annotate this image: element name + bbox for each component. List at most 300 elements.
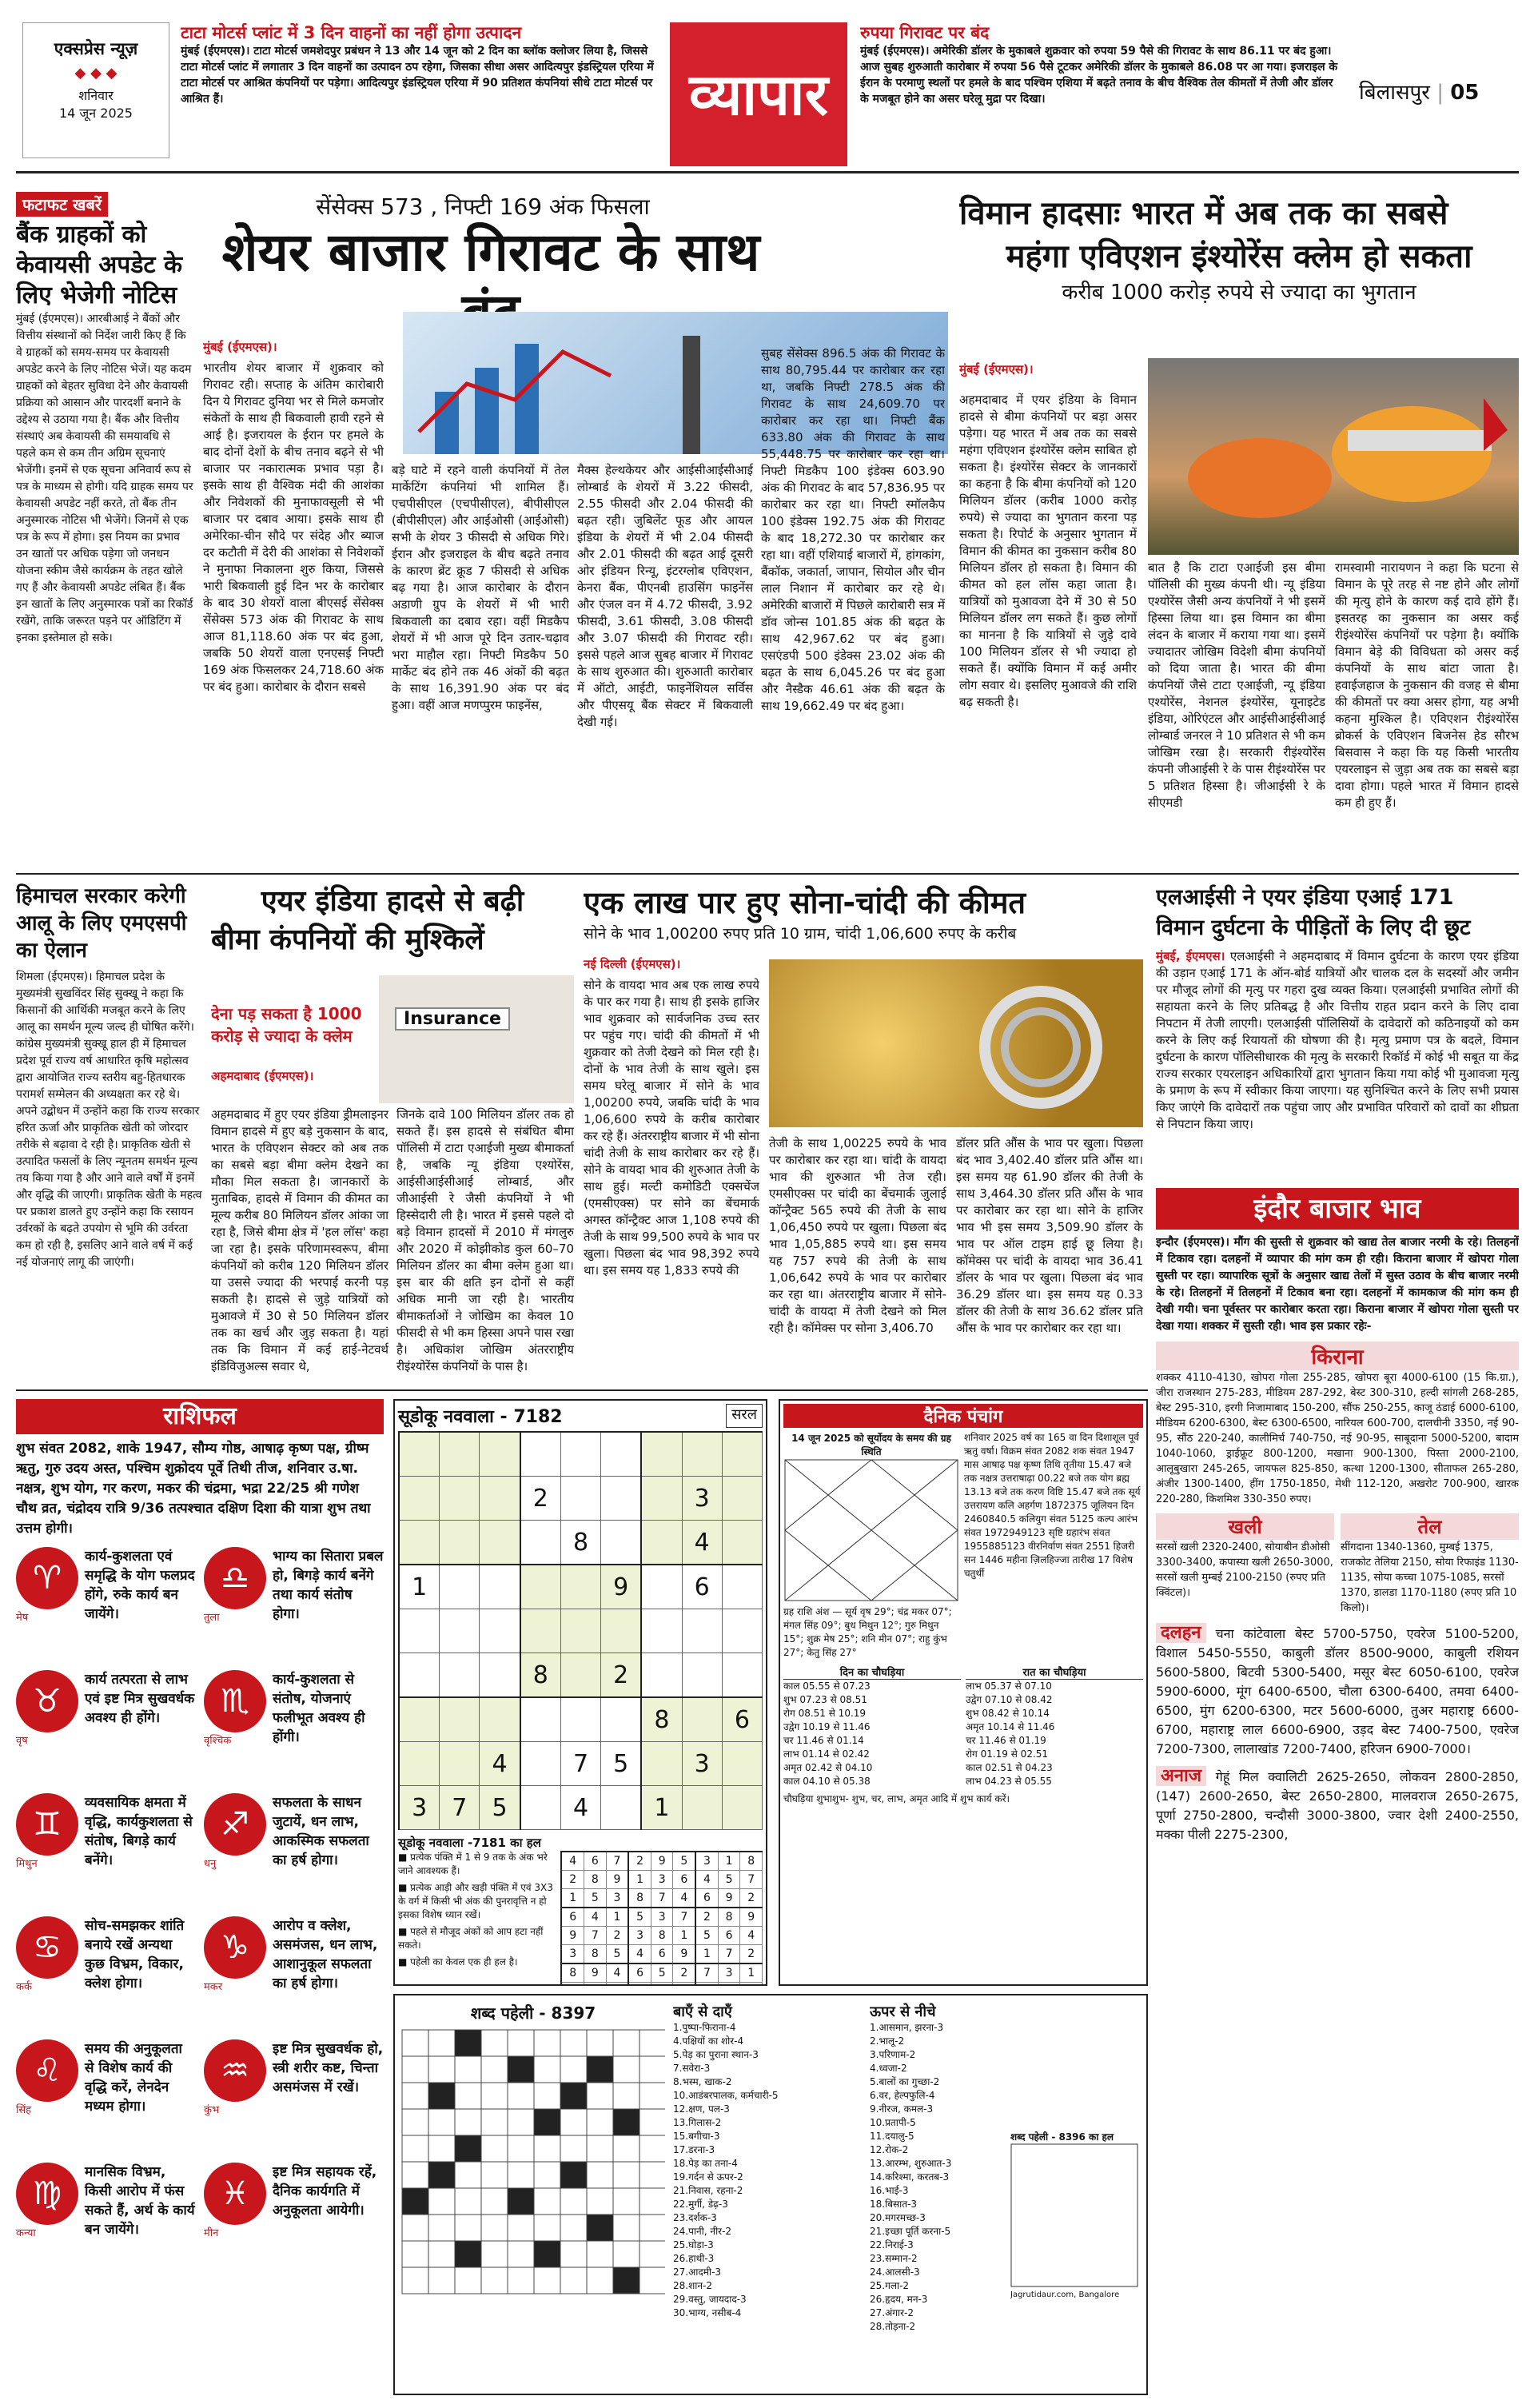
crossword-cell xyxy=(560,2162,587,2188)
rashi-item xyxy=(16,2163,196,2281)
crossword-cell[interactable] xyxy=(508,2162,534,2188)
crossword-cell[interactable] xyxy=(481,2056,508,2083)
crossword-grid[interactable] xyxy=(401,2023,665,2375)
aviation-story xyxy=(959,192,1519,868)
crossword-cell[interactable] xyxy=(428,2215,455,2241)
down-title: ऊपर से नीचे xyxy=(870,2003,936,2020)
crossword-cell[interactable] xyxy=(402,2135,428,2162)
sudoku-cell[interactable] xyxy=(399,1742,440,1786)
sudoku-cell[interactable] xyxy=(682,1697,722,1742)
sudoku-cell[interactable] xyxy=(399,1477,440,1521)
sudoku-cell[interactable] xyxy=(641,1653,682,1698)
crossword-cell[interactable] xyxy=(402,2056,428,2083)
down-clue: 1.आसमान, झरना-3 xyxy=(870,2022,944,2033)
crossword-cell[interactable] xyxy=(587,2241,613,2267)
crossword-cell[interactable] xyxy=(560,2188,587,2215)
crossword-cell[interactable] xyxy=(402,2162,428,2188)
sudoku-cell[interactable]: 1 xyxy=(641,1786,682,1830)
crossword-cell[interactable] xyxy=(428,2188,455,2215)
down-clue: 27.अंगार-2 xyxy=(870,2307,914,2318)
crossword-cell[interactable] xyxy=(508,2083,534,2109)
sudoku-cell[interactable] xyxy=(520,1786,561,1830)
rashi-name: तुला xyxy=(204,1612,220,1624)
sudoku-answer-cell: 3 xyxy=(651,1871,673,1889)
crossword-cell[interactable] xyxy=(508,2030,534,2056)
choghadiya-night xyxy=(966,1664,1143,1788)
across-clue: 28.शान-2 xyxy=(673,2280,712,2291)
rashi-text: भाग्य का सितारा प्रबल हो, बिगड़े कार्य बनेंगे तथा कार्य संतोष होगा। xyxy=(273,1549,384,1622)
choghadiya-day-row: काल 05.55 से 07.23 xyxy=(783,1680,871,1692)
choghadiya-day-row: चर 11.46 से 01.14 xyxy=(783,1735,864,1746)
sudoku-answer-cell: 8 xyxy=(628,1889,651,1908)
fatafat-tag: फटाफट खबरें xyxy=(16,192,108,217)
row-rule-2 xyxy=(16,1389,1148,1391)
sudoku-answer-cell: 4 xyxy=(695,1871,718,1889)
crossword-cell[interactable] xyxy=(613,2188,639,2215)
sudoku-cell[interactable] xyxy=(440,1609,480,1653)
crossword-answer xyxy=(1010,2130,1138,2370)
sensex-col-1: भारतीय शेयर बाजार में शुक्रवार को गिरावट रही। सप्ताह के अंतिम कारोबारी दिन ये गिरावट दुनिया भर से मिले कमजोर संकेतों के साथ ही बिकवाली हावी रहने से आई है। इजरायल के ईरान पर हमले के बाद दोनों देशों के बीच तनाव बढ़ने से भी बाजार पर नकारात्मक प्रभाव पड़ा है। इसके साथ ही वैश्विक मंदी की आशंका और निवेशकों की मुनाफावसूली से भी बाजार पर दबाव आया। इसके साथ ही अमेरिका-चीन सौदे पर संदेह और ब्याज दर कटौती में देरी की आशंका से निवेशकों ने मुनाफा निकालना शुरु किया, जिससे भारी बिकवाली हुई दिन भर के कारोबार के बाद 30 शेयरों वाला बीएसई सेंसेक्स सेंसेक्स 573 अंक की गिरावट के साथ आज 81,118.60 अंक पर बंद हुआ, जबकि 50 शेयरों वाला एनएसई निफ्टी 169 अंक फिसलकर 24,718.60 अंक पर बंद हुआ। कारोबार के दौरान सबसे xyxy=(203,361,384,694)
crossword-cell[interactable] xyxy=(428,2030,455,2056)
sudoku-cell[interactable]: 2 xyxy=(520,1477,561,1521)
sudoku-cell[interactable] xyxy=(480,1697,520,1742)
crossword-cell[interactable] xyxy=(639,2135,665,2162)
crossword-cell[interactable] xyxy=(428,2267,455,2294)
sudoku-cell[interactable] xyxy=(722,1786,762,1830)
crossword-cell[interactable] xyxy=(402,2083,428,2109)
sudoku-cell[interactable] xyxy=(480,1653,520,1698)
sudoku-cell[interactable] xyxy=(601,1477,642,1521)
crossword-cell[interactable] xyxy=(587,2135,613,2162)
down-clue: 28.तोड़ना-2 xyxy=(870,2321,916,2332)
panchang-title: दैनिक पंचांग xyxy=(783,1404,1143,1428)
anaj-label: अनाज xyxy=(1156,1766,1206,1786)
rashi-name: धनु xyxy=(204,1858,217,1870)
rashi-item xyxy=(204,1670,384,1788)
sudoku-cell[interactable] xyxy=(440,1477,480,1521)
lagna-chart xyxy=(783,1458,959,1602)
crash-photo xyxy=(1148,358,1519,555)
sudoku-cell[interactable] xyxy=(399,1653,440,1698)
down-clue: 24.आलसी-3 xyxy=(870,2266,920,2278)
airindia-col-2: जिनके दावे 100 मिलियन डॉलर तक हो सकते हैं। इस हादसे से संबंधित बीमा पॉलिसी में टाटा एआईजी मुख्य बीमाकर्ता है, जबकि न्यू इंडिया एश्योरेंस, आईसीआईसीआई लोम्बार्ड, और जीआईसी रे जैसी कंपनियों ने भी हिस्सेदारी ली है। भारत में इससे पहले दो बड़े विमान हादसों में 2010 में मंगलुरु और 2020 में कोझीकोड कुल 60–70 मिलियन डॉलर का बीमा क्लेम हुआ था। इस बार की क्षति इन दोनों से कहीं अधिक मानी जा रही है। भारतीय बीमाकर्ताओं ने जोखिम का केवल 10 फीसदी से भी कम हिस्सा अपने पास रखा है। अधिकांश जोखिम अंतरराष्ट्रीय रीइंश्योरेंस कंपनियों के पास है। xyxy=(396,1107,574,1373)
sudoku-cell[interactable]: 1 xyxy=(399,1565,440,1609)
sudoku-answer-cell: 3 xyxy=(695,1852,718,1871)
rashi-text: इष्ट मित्र सहायक रहें, दैनिक कार्यगति में अनुकूलता आयेगी। xyxy=(273,2164,377,2219)
crossword-cell[interactable] xyxy=(560,2215,587,2241)
sudoku-cell[interactable] xyxy=(601,1786,642,1830)
sudoku-cell[interactable] xyxy=(682,1653,722,1698)
sudoku-cell[interactable] xyxy=(440,1653,480,1698)
fatafat-column xyxy=(16,192,193,865)
crossword-cell[interactable] xyxy=(613,2215,639,2241)
sudoku-grid[interactable] xyxy=(398,1431,763,1830)
down-clue: 2.भालू-2 xyxy=(870,2035,905,2047)
down-clue: 18.बिसात-3 xyxy=(870,2199,918,2210)
crossword-cell[interactable] xyxy=(402,2267,428,2294)
sudoku-answer-cell xyxy=(695,1983,718,1987)
sudoku-cell[interactable]: 5 xyxy=(601,1742,642,1786)
sudoku-cell[interactable] xyxy=(601,1521,642,1565)
sudoku-cell[interactable] xyxy=(722,1432,762,1477)
brand-box xyxy=(22,22,169,158)
choghadiya-day xyxy=(783,1664,961,1788)
insurance-photo-label: Insurance xyxy=(395,1007,510,1031)
across-clue: 27.आदमी-3 xyxy=(673,2266,721,2278)
sudoku-answer-cell: 9 xyxy=(561,1927,584,1945)
sudoku-section xyxy=(393,1399,767,1986)
crossword-cell[interactable] xyxy=(481,2083,508,2109)
choghadiya-day-row: शुभ 07.23 से 08.51 xyxy=(783,1694,867,1705)
sudoku-cell[interactable] xyxy=(440,1521,480,1565)
crossword-cell[interactable] xyxy=(639,2241,665,2267)
sudoku-cell[interactable] xyxy=(399,1432,440,1477)
sudoku-cell[interactable] xyxy=(520,1697,561,1742)
crossword-cell[interactable] xyxy=(508,2267,534,2294)
sudoku-cell[interactable] xyxy=(601,1609,642,1653)
page-number: 05 xyxy=(1450,81,1480,105)
panchang-info: शनिवार 2025 वर्ष का 165 वा दिन दिशाशूल पूर्व ऋतु वर्षा। विक्रम संवत 2082 शक संवत 1947 मास आषाढ़ पक्ष कृष्ण तिथि तृतीया 15.47 बजे तक नक्षत्र उत्तराषाढ़ा 00.22 बजे तक योग ब्रह्म 13.13 बजे तक करण विष्टि 15.47 बजे तक सूर्य उत्तरायण कलि अहर्गण 1872375 जूलियन दिन 2460840.5 कलियुग संवत 5125 कल्प आरंभ संवत 1972949123 सृष्टि ग्रहारंभ संवत 1955885123 वीरनिर्वाण संवत 2551 हिजरी सन 1446 महीना ज़िलहिज्जा तारीख 17 विशेष चतुर्थी xyxy=(964,1432,1141,1579)
sudoku-cell[interactable]: 8 xyxy=(641,1697,682,1742)
crossword-cell[interactable] xyxy=(534,2083,560,2109)
crossword-cell[interactable] xyxy=(455,2056,481,2083)
zodiac-icon: ♌ xyxy=(16,2039,78,2102)
sudoku-answer-cell: 5 xyxy=(673,1852,695,1871)
rashifal-title: राशिफल xyxy=(16,1399,384,1434)
rashi-text: कार्य-कुशलता से संतोष, योजनाएं फलीभूत अवश्य ही होंगी। xyxy=(273,1672,365,1745)
sudoku-cell[interactable]: 9 xyxy=(601,1565,642,1609)
sudoku-cell[interactable]: 4 xyxy=(560,1786,600,1830)
gold-subhead: सोने के भाव 1,00200 रुपए प्रति 10 ग्राम, चांदी 1,06,600 रुपए के करीब xyxy=(584,925,1017,943)
section-banner: व्यापार xyxy=(670,22,847,166)
rashi-item xyxy=(204,2163,384,2281)
crossword-cell[interactable] xyxy=(481,2241,508,2267)
rashi-item xyxy=(16,1670,196,1788)
crossword-cell[interactable] xyxy=(560,2109,587,2135)
crossword-cell[interactable] xyxy=(560,2135,587,2162)
sudoku-cell[interactable] xyxy=(722,1609,762,1653)
crossword-cell[interactable] xyxy=(639,2188,665,2215)
crossword-cell[interactable] xyxy=(534,2056,560,2083)
crossword-cell xyxy=(508,2188,534,2215)
sudoku-answer-cell: 4 xyxy=(584,1908,606,1927)
down-clue: 26.हृदय, मन-3 xyxy=(870,2294,928,2305)
crossword-cell[interactable] xyxy=(534,2135,560,2162)
zodiac-icon: ♐ xyxy=(204,1793,266,1856)
sudoku-answer-cell: 2 xyxy=(740,1889,763,1908)
crossword-cell[interactable] xyxy=(455,2162,481,2188)
sudoku-cell[interactable] xyxy=(560,1697,600,1742)
crossword-cell[interactable] xyxy=(428,2056,455,2083)
sudoku-cell[interactable] xyxy=(520,1742,561,1786)
crossword-cell[interactable] xyxy=(613,2083,639,2109)
crossword-cell[interactable] xyxy=(455,2188,481,2215)
rashi-text: मानसिक विभ्रम, किसी आरोप में फंस सकते हैं, अर्थ के कार्य बन जायेंगे। xyxy=(85,2164,195,2238)
sudoku-cell[interactable]: 6 xyxy=(722,1697,762,1742)
rashi-item xyxy=(16,2039,196,2158)
sudoku-cell[interactable] xyxy=(520,1521,561,1565)
sudoku-header xyxy=(398,1404,763,1428)
sudoku-answer-cell: 2 xyxy=(740,1945,763,1964)
crossword-cell[interactable] xyxy=(560,2267,587,2294)
rashifal-intro: शुभ संवत 2082, शाके 1947, सौम्य गोष्ठ, आषाढ़ कृष्ण पक्ष, ग्रीष्म ऋतु, गुरु उदय अस्त, पश्चिम शुक्रोदय पूर्वे तिथी तीज, शनिवार उ.षा. नक्षत्र, शुभ योग, गर करण, मकर की चंद्रमा, भद्रा 22/25 श्री गणेश चौथ व्रत, चंद्रोदय रात्रि 9/36 तत्पश्चात दक्षिण दिशा की यात्रा शुभ तथा उत्तम होगी। xyxy=(16,1441,371,1537)
crossword-cell[interactable] xyxy=(560,2056,587,2083)
crossword-cell[interactable] xyxy=(639,2030,665,2056)
gold-col-2: तेजी के साथ 1,00225 रुपये के भाव पर कारोबार कर रहा था। चांदी के वायदा भाव की शुरुआत भी तेज रही। एमसीएक्स पर चांदी का बेंचमार्क जुलाई कॉन्ट्रैक्ट 565 रुपये की तेजी के साथ 1,06,450 रुपये पर खुला। पिछला बंद भाव 1,05,885 रुपये था। इस समय यह 757 रुपये की तेजी के साथ 1,06,642 रुपये के भाव पर कारोबार कर रहा था। अंतरराष्ट्रीय बाजार में सोने-चांदी के वायदा में तेजी देखने को मिल रही है। कॉमेक्स पर सोना 3,406.70 xyxy=(769,1136,946,1335)
sudoku-answer-cell: 4 xyxy=(628,1945,651,1964)
crossword-cell[interactable] xyxy=(534,2267,560,2294)
sudoku-cell[interactable] xyxy=(560,1477,600,1521)
sudoku-cell[interactable] xyxy=(560,1432,600,1477)
sudoku-answer-cell: 9 xyxy=(606,1871,628,1889)
crossword-cell[interactable] xyxy=(587,2188,613,2215)
crossword-cell[interactable] xyxy=(587,2083,613,2109)
sudoku-cell[interactable]: 4 xyxy=(682,1521,722,1565)
choghadiya-night-row: लाभ 05.37 से 07.10 xyxy=(966,1680,1052,1692)
crossword-cell[interactable] xyxy=(428,2135,455,2162)
indore-title: इंदौर बाजार भाव xyxy=(1156,1188,1519,1230)
rashi-name: मीन xyxy=(204,2227,219,2239)
sudoku-answer-cell xyxy=(628,1983,651,1987)
crossword-cell[interactable] xyxy=(402,2030,428,2056)
crossword-cell[interactable] xyxy=(639,2109,665,2135)
sudoku-cell[interactable] xyxy=(641,1477,682,1521)
sudoku-answer-cell: 8 xyxy=(718,1908,740,1927)
fatafat-title: बैंक ग्राहकों को केवायसी अपडेट के लिए भेजेगी नोटिस xyxy=(16,221,182,309)
indore-intro: इन्दौर (ईएमएस)। मौंग की सुस्ती से शुक्रवार को खाद्य तेल बाजार नरमी के रहे। तिलहनों में टिकाव रहा। दलहनों में व्यापार की मांग कम ही रही। किराना बाजार में खोपरा गोला सुस्ती पर रहा। व्यापारिक सूत्रों के अनुसार खाद्य तेलों में सुस्त उठाव के बीच बाजार नरमी के रहे। तिलहनों में तिलहनों में टिकाव बना रहा। दलहनों में कामकाज की मांग कम ही देखी गयी। चना पूर्वस्तर पर कारोबार करता रहा। किराना बाजार में खोपरा गोला सुस्ती पर देखा गया। शक्कर में सुस्ती रही। भाव इस प्रकार रहेः- xyxy=(1156,1236,1519,1333)
sensex-headline: शेयर बाजार गिरावट के साथ xyxy=(221,221,760,283)
airindia-dateline: अहमदाबाद (ईएमएस)। xyxy=(211,1069,314,1083)
sudoku-cell[interactable]: 2 xyxy=(601,1653,642,1698)
crossword-cell[interactable] xyxy=(613,2030,639,2056)
sudoku-cell[interactable] xyxy=(641,1609,682,1653)
crossword-cell[interactable] xyxy=(455,2109,481,2135)
sudoku-cell[interactable] xyxy=(682,1432,722,1477)
sudoku-answer-cell: 6 xyxy=(561,1908,584,1927)
sudoku-answer-cell xyxy=(673,1983,695,1987)
sudoku-cell[interactable]: 8 xyxy=(520,1653,561,1698)
crossword-cell[interactable] xyxy=(534,2188,560,2215)
crossword-cell[interactable] xyxy=(587,2267,613,2294)
sudoku-cell[interactable]: 3 xyxy=(682,1742,722,1786)
sudoku-answer-cell: 8 xyxy=(584,1871,606,1889)
sudoku-cell[interactable] xyxy=(399,1697,440,1742)
sudoku-answer-cell: 6 xyxy=(584,1852,606,1871)
crossword-cell[interactable] xyxy=(402,2241,428,2267)
down-clues xyxy=(870,2021,1006,2334)
top-right-title: रुपया गिरावट पर बंद xyxy=(860,23,990,42)
sudoku-cell[interactable] xyxy=(722,1477,762,1521)
crossword-cell[interactable] xyxy=(534,2162,560,2188)
crossword-cell[interactable] xyxy=(481,2188,508,2215)
sudoku-cell[interactable] xyxy=(641,1521,682,1565)
aviation-dateline: मुंबई (ईएमएस)। xyxy=(959,362,1034,377)
sudoku-cell[interactable] xyxy=(722,1565,762,1609)
sudoku-cell[interactable] xyxy=(641,1742,682,1786)
choghadiya-day-title: दिन का चौघड़िया xyxy=(783,1664,961,1680)
sudoku-cell[interactable] xyxy=(480,1521,520,1565)
crossword-cell[interactable] xyxy=(639,2215,665,2241)
sudoku-bottom xyxy=(398,1851,763,1986)
down-clue: 23.सम्मान-2 xyxy=(870,2253,918,2264)
tel-block xyxy=(1341,1513,1519,1616)
sudoku-answer-cell: 8 xyxy=(740,1852,763,1871)
aviation-headline-2: महंगा एविएशन इंश्योरेंस क्लेम हो सकता xyxy=(1006,238,1472,275)
crossword-cell[interactable] xyxy=(639,2162,665,2188)
sudoku-cell[interactable]: 6 xyxy=(682,1565,722,1609)
rashi-text: सोच-समझकर शांति बनाये रखें अन्यथा कुछ विभ्रम, विकार, क्लेश होगा। xyxy=(85,1918,185,1991)
crossword-cell[interactable] xyxy=(613,2056,639,2083)
lic-headline-1: एलआईसी ने एयर इंडिया एआई 171 xyxy=(1156,885,1454,910)
sudoku-cell[interactable] xyxy=(440,1697,480,1742)
crossword-cell[interactable] xyxy=(613,2241,639,2267)
anaj-rates: गेहूं मिल क्वालिटी 2625-2650, लोकवन 2800-2850, (147) 2600-2650, बेस्ट 2650-2800, मालवराज 2650-2675, पूर्णा 2750-2800, चन्दौसी 3000-3800, ज्वार देशी 2400-2550, मक्का पीली 2275-2300, xyxy=(1156,1769,1519,1842)
down-clue: 10.प्रतापी-5 xyxy=(870,2117,916,2128)
brand-name: एक्सप्रेस न्यूज़ xyxy=(54,39,138,58)
sudoku-cell[interactable] xyxy=(722,1653,762,1698)
crossword-cell[interactable] xyxy=(587,2162,613,2188)
sudoku-answer-cell: 1 xyxy=(740,1963,763,1983)
crossword-cell[interactable] xyxy=(613,2162,639,2188)
jewellery-graphic xyxy=(769,959,1143,1127)
sudoku-cell[interactable] xyxy=(560,1653,600,1698)
crossword-cell[interactable] xyxy=(508,2241,534,2267)
sudoku-cell[interactable] xyxy=(682,1786,722,1830)
rashi-item xyxy=(16,1916,196,2035)
crossword-cell[interactable] xyxy=(455,2083,481,2109)
crossword-cell[interactable] xyxy=(613,2135,639,2162)
crossword-cell[interactable] xyxy=(560,2030,587,2056)
sudoku-cell[interactable]: 3 xyxy=(399,1786,440,1830)
crossword-cell[interactable] xyxy=(428,2241,455,2267)
crossword-cell[interactable] xyxy=(560,2241,587,2267)
crossword-cell[interactable] xyxy=(508,2109,534,2135)
sudoku-cell[interactable]: 7 xyxy=(440,1786,480,1830)
crossword-cell xyxy=(534,2109,560,2135)
sudoku-cell[interactable]: 5 xyxy=(480,1786,520,1830)
top-left-title: टाटा मोटर्स प्लांट में 3 दिन वाहनों का नहीं होगा उत्पादन xyxy=(181,23,522,42)
crossword-cell[interactable] xyxy=(587,2109,613,2135)
crossword-cell[interactable] xyxy=(534,2215,560,2241)
sudoku-cell[interactable] xyxy=(641,1432,682,1477)
sudoku-cell[interactable]: 8 xyxy=(560,1521,600,1565)
crossword-cell[interactable] xyxy=(455,2267,481,2294)
fatafat-body: मुंबई (ईएमएस)। आरबीआई ने बैंकों और वित्तीय संस्थानों को निर्देश जारी किए हैं कि वे ग्राहकों को समय-समय पर केवायसी अपडेट करने के लिए नोटिस भेजें। यह कदम ग्राहकों को बेहतर सुविधा देने और केवायसी प्रक्रिया को आसान और पारदर्शी बनाने के उद्देश्य से उठाया गया है। बैंक और वित्तीय संस्थाएं अब केवायसी की समयावधि से पहले कम से कम तीन अग्रिम सूचनाएं भेजेंगी। इनमें से एक सूचना अनिवार्य रूप से पत्र के माध्यम से होगी। यदि ग्राहक समय पर केवायसी अपडेट नहीं करते, तो बैंक तीन अनुस्मारक नोटिस भी भेजेंगे। जिनमें से एक पत्र के रूप में होगा। इस नियम का प्रभाव उन खातों पर अधिक पड़ेगा जो जनधन योजना स्कीम जैसे कार्यक्रम के तहत खोले गए हैं और केवायसी अपडेट लंबित हैं। बैंक इन खातों के लिए अनुस्मारक पत्रों का रिकॉर्ड रखेंगे, ताकि जरूरत पड़ने पर ऑडिटिंग में इनका इस्तेमाल हो सके। xyxy=(16,313,193,644)
sudoku-cell[interactable] xyxy=(480,1565,520,1609)
crossword-cell[interactable] xyxy=(402,2215,428,2241)
sudoku-cell[interactable] xyxy=(641,1565,682,1609)
sudoku-cell[interactable] xyxy=(601,1697,642,1742)
planet-table: ग्रह राशि अंश — सूर्य वृष 29°; चंद्र मकर 07°; मंगल सिंह 09°; बुध मिथुन 12°; गुरु मिथुन 15°; शुक्र मेष 25°; शनि मीन 07°; राहु कुंभ 27°; केतु सिंह 27° xyxy=(783,1606,952,1658)
sudoku-answer-cell: 2 xyxy=(673,1963,695,1983)
crossword-cell[interactable] xyxy=(639,2056,665,2083)
crossword-cell[interactable] xyxy=(639,2267,665,2294)
sudoku-cell[interactable] xyxy=(601,1432,642,1477)
dalhan-block xyxy=(1156,1624,1519,1759)
sensex-dateline: मुंबई (ईएमएस)। xyxy=(203,340,277,354)
himachal-title: हिमाचल सरकार करेगी आलू के लिए एमएसपी का ऐलान xyxy=(16,884,187,963)
airindia-headline-1: एयर इंडिया हादसे से बढ़ी xyxy=(261,885,524,918)
sudoku-answer-cell: 6 xyxy=(673,1871,695,1889)
sudoku-cell[interactable] xyxy=(560,1565,600,1609)
airindia-story xyxy=(211,883,574,1385)
crossword-cell xyxy=(455,2135,481,2162)
sudoku-cell[interactable] xyxy=(480,1432,520,1477)
sudoku-cell[interactable] xyxy=(722,1742,762,1786)
sudoku-cell[interactable]: 7 xyxy=(560,1742,600,1786)
crossword-cell[interactable] xyxy=(508,2135,534,2162)
across-clue: 5.पेड़ का पुराना स्थान-3 xyxy=(673,2049,759,2060)
zodiac-icon: ♎ xyxy=(204,1547,266,1609)
crossword-cell[interactable] xyxy=(481,2109,508,2135)
across-clue: 8.भस्म, खाक-2 xyxy=(673,2076,732,2087)
aviation-col-2: बात है कि टाटा एआईजी इस बीमा पॉलिसी की मुख्य कंपनी थी। न्यू इंडिया एश्योरेंस जैसी अन्य कंपनियों ने भी इसमें हिस्सा लिया था। इस विमान का बीमा लंदन के बाजार में कराया गया था। इसमें ज्यादातर जोखिम विदेशी बीमा कंपनियों को दिया जाता है। भारत की बीमा कंपनियों जैसे टाटा एआईजी, न्यू इंडिया एश्योरेंस, नेशनल इंश्योरेंस, यूनाइटेड इंडिया, ओरिएंटल और आईसीआईसीआई लोम्बार्ड जनरल ने 10 प्रतिशत से भी कम जोखिम रखा है। सरकारी रीइंश्योरेंस कंपनी जीआईसी रे के पास रीइंश्योरेंस पर 5 प्रतिशत हिस्सा है। जीआईसी रे के सीएमडी xyxy=(1148,560,1325,810)
sudoku-cell[interactable]: 4 xyxy=(480,1742,520,1786)
rashi-name: वृष xyxy=(16,1735,28,1747)
crossword-board[interactable] xyxy=(401,2002,665,2390)
down-clue: 16.भाई-3 xyxy=(870,2185,909,2196)
sudoku-cell[interactable]: 3 xyxy=(682,1477,722,1521)
sudoku-answer-cell: 2 xyxy=(695,1908,718,1927)
down-clue: 9.नीरज, कमल-3 xyxy=(870,2103,934,2115)
crossword-cell[interactable] xyxy=(481,2162,508,2188)
sudoku-answer-cell: 6 xyxy=(718,1927,740,1945)
sudoku-cell[interactable] xyxy=(682,1609,722,1653)
sudoku-cell[interactable] xyxy=(480,1477,520,1521)
crossword-cell xyxy=(613,2109,639,2135)
crossword-cell[interactable] xyxy=(428,2109,455,2135)
crossword-cell[interactable] xyxy=(481,2215,508,2241)
masthead-rule xyxy=(16,171,1519,173)
sudoku-cell[interactable] xyxy=(440,1565,480,1609)
crossword-cell[interactable] xyxy=(481,2030,508,2056)
sudoku-answer-cell: 5 xyxy=(628,1908,651,1927)
sudoku-cell[interactable] xyxy=(399,1609,440,1653)
crossword-cell[interactable] xyxy=(639,2083,665,2109)
gold-story xyxy=(584,883,1143,1385)
panchang-footer: चौघड़िया शुभाशुभ- शुभ, चर, लाभ, अमृत आदि में शुभ कार्य करें। xyxy=(783,1793,1010,1804)
sudoku-cell[interactable] xyxy=(560,1609,600,1653)
sudoku-answer-cell: 2 xyxy=(561,1871,584,1889)
sudoku-answer-cell: 9 xyxy=(673,1945,695,1964)
across-clue: 10.आडंबरपालक, कर्मचारी-5 xyxy=(673,2090,779,2101)
sudoku-cell[interactable] xyxy=(520,1565,561,1609)
sudoku-answer-cell: 8 xyxy=(584,1945,606,1964)
sudoku-cell[interactable] xyxy=(399,1521,440,1565)
sensex-col-4: सुबह सेंसेक्स 896.5 अंक की गिरावट के साथ 80,795.44 पर कारोबार कर रहा था, जबकि निफ्टी 278.5 अंक की गिरावट के साथ 24,609.70 पर कारोबार कर रहा था। निफ्टी बैंक 633.80 अंक की गिरावट के साथ 55,448.75 पर कारोबार कर रहा था। निफ्टी मिडकैप 100 इंडेक्स 603.90 अंक की गिरावट के बाद 57,836.95 पर कारोबार कर रहा था। निफ्टी स्मॉलकैप 100 इंडेक्स 192.75 अंक की गिरावट के बाद 18,272.30 पर कारोबार कर रहा था। वहीं एशियाई बाजारों में, हांगकांग, बैंकॉक, जकार्ता, जापान, सियोल और चीन लाल निशान में कारोबार कर रहे थे। अमेरिकी बाजारों में पिछले कारोबारी सत्र में डॉव जोन्स 101.85 अंक की बढ़त के साथ 42,967.62 पर बंद हुआ। एसएंडपी 500 इंडेक्स 23.02 अंक की बढ़त के साथ 6,045.26 पर बंद हुआ और नैस्डैक 46.61 अंक की बढ़त के साथ 19,662.49 पर बंद हुआ। xyxy=(761,346,945,713)
sudoku-cell[interactable] xyxy=(440,1432,480,1477)
rashi-item xyxy=(16,1547,196,1665)
sudoku-cell[interactable] xyxy=(440,1742,480,1786)
across-clue: 29.वस्तु, जायदाद-3 xyxy=(673,2294,747,2305)
sudoku-cell[interactable] xyxy=(480,1609,520,1653)
crossword-cell[interactable] xyxy=(402,2109,428,2135)
crossword-cell[interactable] xyxy=(587,2030,613,2056)
sudoku-cell[interactable] xyxy=(722,1521,762,1565)
gold-jewellery-photo xyxy=(769,959,1143,1127)
khali-label: खली xyxy=(1156,1513,1334,1540)
sudoku-cell[interactable] xyxy=(520,1432,561,1477)
crossword-cell[interactable] xyxy=(455,2215,481,2241)
sudoku-answer-cell: 7 xyxy=(606,1852,628,1871)
crossword-cell[interactable] xyxy=(534,2030,560,2056)
sudoku-cell[interactable] xyxy=(520,1609,561,1653)
crossword-cell[interactable] xyxy=(508,2215,534,2241)
crossword-cell[interactable] xyxy=(481,2267,508,2294)
crossword-cell[interactable] xyxy=(481,2135,508,2162)
indore-market xyxy=(1156,1188,1519,2395)
down-clue: 4.ध्वजा-2 xyxy=(870,2063,907,2074)
